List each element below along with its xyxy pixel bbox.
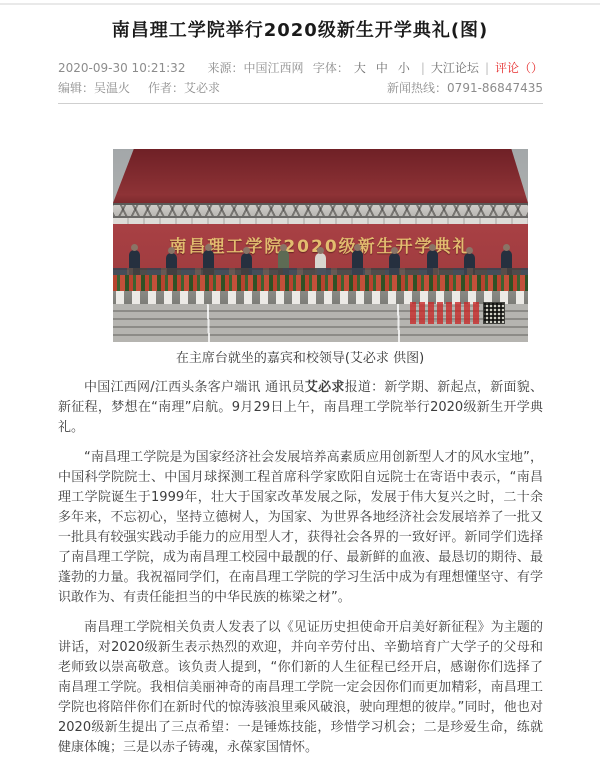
divider: | — [484, 61, 489, 75]
article-photo-figure — [0, 149, 600, 368]
page-top-rule — [0, 3, 600, 5]
paragraph-3: 南昌理工学院相关负责人发表了以《见证历史担使命开启美好新征程》为主题的讲话，对2020级新生表示热烈的欢迎，并向辛劳付出、辛勤培育广大学子的父母和老师致以崇高敬意。该负责人提到，“你们新的人生征程已经开启，感谢你们选择了南昌理工学院。我相信美丽神奇的南昌理工学院一定会因你们而更加精彩，南昌理工学院也将陪伴你们在新时代的惊涛骇浪里乘风破浪，驶向理想的彼岸。”同时，他也对2020级新生提出了三点希望：一是锤炼技能，珍惜学习机会；二是珍爱生命，练就健康体魄；三是以赤子铸魂，永葆家国情怀。 — [58, 620, 543, 755]
paragraph-2: “南昌理工学院是为国家经济社会发展培养高素质应用创新型人才的风水宝地”，中国科学院院士、中国月球探测工程首席科学家欧阳自远院士在寄语中表示，“南昌理工学院诞生于1999年，壮大于国家改革发展之际，发展于伟大复兴之时，二十余多年来，不忘初心，坚持立德树人，为国家、为世界各地经济社会发展培养了一批又一批具有较强实践动手能力的应用型人才，获得社会各界的一致好评。新同学们选择了南昌理工学院，成为南昌理工校园中最靓的仔、最新鲜的血液、最恳切的期待、最蓬勃的力量。我祝福同学们，在南昌理工学院的学习生活中成为有理想懂坚守、有学识敢作为、有责任能担当的中华民族的栋梁之材”。 — [58, 450, 543, 605]
meta-row-2 — [58, 78, 543, 98]
font-size-medium-button[interactable]: 中 — [375, 61, 388, 75]
author-name: 艾必求 — [184, 81, 221, 95]
font-size-large-button[interactable]: 大 — [353, 61, 366, 75]
photo-stage-truss — [113, 203, 528, 218]
comments-link[interactable]: 评论（） — [494, 61, 543, 75]
photo-stage-canopy — [113, 149, 528, 203]
correspondent-name: 艾必求 — [304, 380, 345, 395]
photo-watermark — [410, 300, 506, 326]
hotline-number: 0791-86847435 — [447, 81, 543, 95]
font-size-small-button[interactable]: 小 — [397, 61, 410, 75]
publish-datetime: 2020-09-30 10:21:32 — [58, 61, 186, 75]
source-name: 中国江西网 — [243, 61, 304, 75]
author-label: 作者： — [148, 81, 185, 95]
meta-row-1 — [58, 58, 543, 78]
meta-credits — [58, 78, 220, 98]
paragraph-1 — [58, 378, 543, 438]
article-body — [58, 378, 543, 758]
watermark-qr-code — [483, 302, 505, 324]
forum-link[interactable]: 大江论坛 — [430, 61, 479, 75]
meta-hotline — [387, 78, 543, 98]
font-size-label: 字体： — [312, 61, 349, 75]
watermark-logo — [410, 302, 480, 324]
paragraph-1-lead: 中国江西网/江西头条客户端讯 通讯员 — [84, 380, 305, 395]
meta-publish-info — [58, 58, 303, 78]
header-divider-rule — [58, 103, 543, 104]
ceremony-photo — [113, 149, 528, 342]
editor-label: 编辑： — [58, 81, 95, 95]
hotline-label: 新闻热线： — [387, 81, 448, 95]
photo-caption: 在主席台就坐的嘉宾和校领导(艾必求 供图) — [175, 351, 425, 366]
paragraph-1-rest: 报道：新学期、新起点，新面貌、新征程，梦想在“南理”启航。9月29日上午，南昌理工学院举行2020级新生开学典礼。 — [58, 380, 543, 435]
page-title: 南昌理工学院举行2020级新生开学典礼(图) — [111, 20, 489, 41]
editor-name: 吴温火 — [94, 81, 131, 95]
divider: | — [420, 61, 425, 75]
source-label: 来源： — [207, 61, 244, 75]
article-meta — [58, 58, 543, 98]
meta-tools — [313, 58, 543, 78]
